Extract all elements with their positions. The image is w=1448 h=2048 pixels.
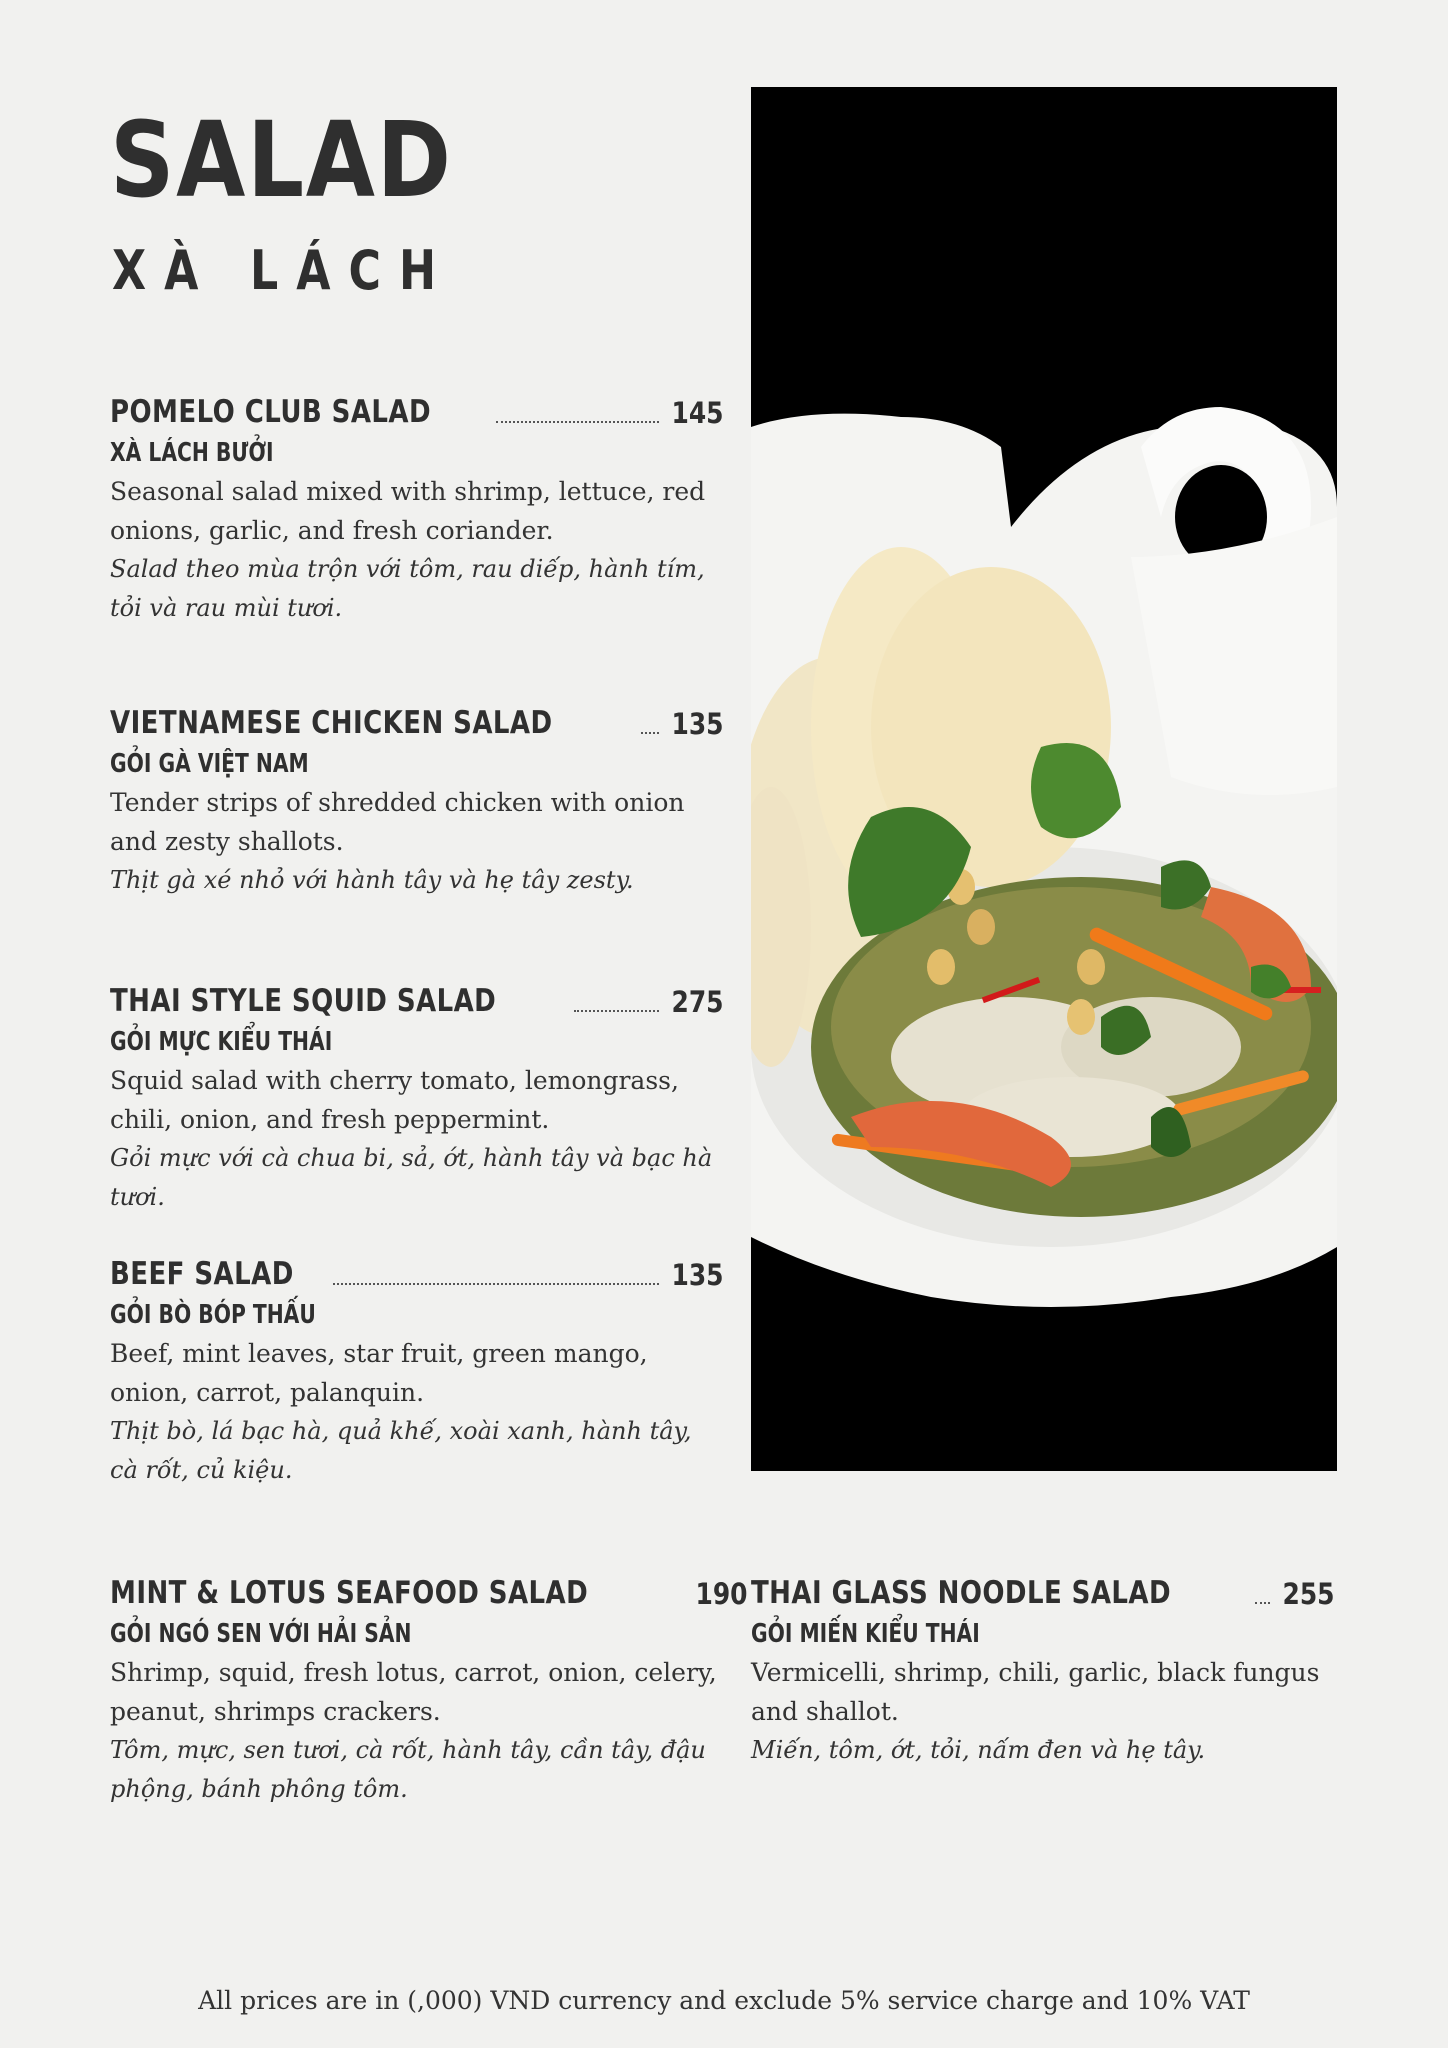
menu-item-description: Beef, mint leaves, star fruit, green mango, onion, carrot, palanquin. (110, 1339, 648, 1407)
menu-item-description: Shrimp, squid, fresh lotus, carrot, onion, celery, peanut, shrimps crackers. (110, 1658, 717, 1726)
menu-item-price: 135 (671, 1258, 724, 1292)
menu-item-description: Vermicelli, shrimp, chili, garlic, black fungus and shallot. (751, 1658, 1320, 1726)
menu-item-description-vn: Salad theo mùa trộn với tôm, rau diếp, hành tím, tỏi và rau mùi tươi. (110, 555, 705, 622)
menu-item (110, 1569, 748, 1809)
menu-item (110, 1250, 724, 1490)
page-subtitle: XÀ LÁCH (112, 239, 455, 302)
menu-item (110, 388, 724, 628)
menu-item-description-vn: Thịt gà xé nhỏ với hành tây và hẹ tây zesty. (110, 866, 634, 894)
menu-item-price: 190 (695, 1577, 748, 1611)
menu-item-price: 275 (671, 985, 724, 1019)
menu-item-price: 135 (671, 707, 724, 741)
dotted-leader (641, 732, 660, 734)
menu-item-description-vn: Gỏi mực với cà chua bi, sả, ớt, hành tây và bạc hà tươi. (110, 1144, 713, 1211)
menu-item-description: Seasonal salad mixed with shrimp, lettuce, red onions, garlic, and fresh coriander. (110, 477, 706, 545)
dotted-leader (1255, 1602, 1270, 1604)
menu-item-name: THAI GLASS NOODLE SALAD (751, 1575, 1172, 1611)
menu-item-name: VIETNAMESE CHICKEN SALAD (110, 705, 553, 741)
menu-item (110, 977, 724, 1217)
menu-item-name-vn: GỎI GÀ VIỆT NAM (110, 749, 309, 779)
menu-item-name: BEEF SALAD (110, 1256, 294, 1292)
menu-item-name: THAI STYLE SQUID SALAD (110, 983, 497, 1019)
menu-item-price: 255 (1282, 1577, 1335, 1611)
dotted-leader (574, 1010, 660, 1012)
dotted-leader (333, 1283, 660, 1285)
menu-item-description-vn: Tôm, mực, sen tươi, cà rốt, hành tây, cần tây, đậu phộng, bánh phông tôm. (110, 1736, 706, 1803)
menu-item-name: MINT & LOTUS SEAFOOD SALAD (110, 1575, 589, 1611)
menu-item-header (110, 977, 724, 1017)
menu-item-header (110, 1250, 724, 1290)
menu-item-name-vn: XÀ LÁCH BƯỞI (110, 438, 274, 468)
price-footnote: All prices are in (,000) VND currency and exclude 5% service charge and 10% VAT (198, 1986, 1250, 2015)
salad-dish-image (751, 87, 1337, 1471)
menu-item-name-vn: GỎI NGÓ SEN VỚI HẢI SẢN (110, 1619, 412, 1649)
menu-item-description-vn: Thịt bò, lá bạc hà, quả khế, xoài xanh, hành tây, cà rốt, củ kiệu. (110, 1417, 692, 1484)
menu-item-header (110, 1569, 748, 1611)
menu-item-description-vn: Miến, tôm, ớt, tỏi, nấm đen và hẹ tây. (751, 1736, 1206, 1764)
menu-item-name-vn: GỎI MIẾN KIỂU THÁI (751, 1619, 980, 1649)
menu-item (751, 1569, 1335, 1770)
menu-item-price: 145 (671, 396, 724, 430)
menu-item-name-vn: GỎI MỰC KIỂU THÁI (110, 1027, 333, 1057)
menu-item (110, 699, 724, 900)
menu-item-name: POMELO CLUB SALAD (110, 394, 432, 430)
menu-item-header (110, 699, 724, 739)
menu-item-header (751, 1569, 1335, 1609)
dotted-leader (496, 421, 659, 423)
menu-item-header (110, 388, 724, 428)
page-title: SALAD (110, 99, 453, 221)
menu-item-name-vn: GỎI BÒ BÓP THẤU (110, 1300, 316, 1330)
menu-item-description: Squid salad with cherry tomato, lemongrass, chili, onion, and fresh peppermint. (110, 1066, 679, 1134)
salad-dish-photo (751, 87, 1337, 1471)
menu-item-description: Tender strips of shredded chicken with onion and zesty shallots. (110, 788, 685, 856)
